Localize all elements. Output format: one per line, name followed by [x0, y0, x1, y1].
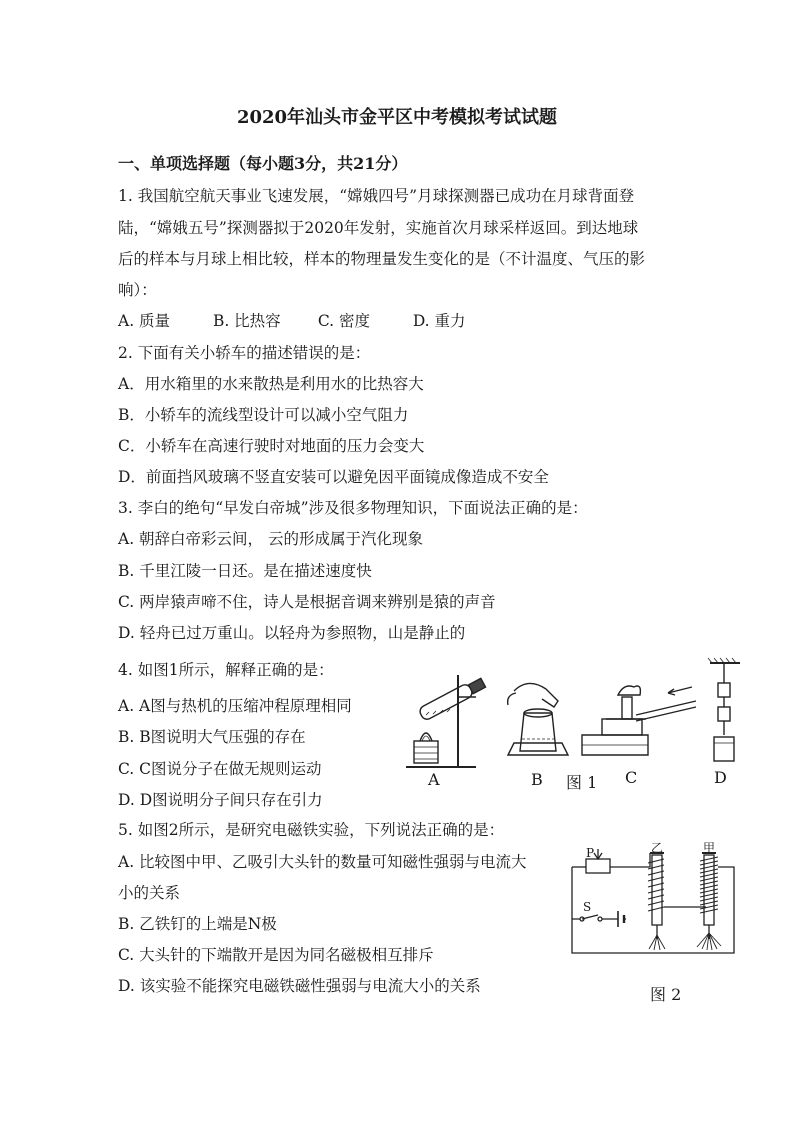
q2-option-d: D．前面挡风玻璃不竖直安装可以避免因平面镜成像造成不安全	[118, 468, 549, 486]
q4-option-d: D. D图说明分子间只存在引力	[118, 791, 323, 809]
q3-option-c: C. 两岸猿声啼不住，诗人是根据音调来辨别是猿的声音	[118, 593, 496, 611]
figure-1	[396, 655, 756, 785]
q5-option-b: B. 乙铁钉的上端是N极	[118, 915, 277, 933]
section-heading: 一、单项选择题（每小题3分，共21分）	[118, 154, 408, 173]
q3-option-d: D. 轻舟已过万重山。以轻舟为参照物，山是静止的	[118, 624, 466, 642]
q3-option-b: B. 千里江陵一日还。是在描述速度快	[118, 562, 372, 580]
q2-option-a: A．用水箱里的水来散热是利用水的比热容大	[118, 375, 424, 393]
q1-option-a: A. 质量	[118, 312, 171, 330]
q1-line-3: 后的样本与月球上相比较，样本的物理量发生变化的是（不计温度、气压的影	[118, 250, 646, 268]
q1-line-4: 响）：	[118, 281, 157, 299]
q5-option-a-line-1: A. 比较图中甲、乙吸引大头针的数量可知磁性强弱与电流大	[118, 853, 527, 871]
figure-2-caption: 图 2	[650, 985, 682, 1004]
q1-option-d: D. 重力	[412, 312, 466, 330]
figure-2-label-yi: 乙	[651, 841, 664, 855]
q2-option-b: B．小轿车的流线型设计可以减小空气阻力	[118, 406, 409, 424]
figure-2-label-jia: 甲	[703, 841, 716, 855]
q1-option-c: C. 密度	[317, 312, 371, 330]
figure-1a-test-tube-heating	[406, 675, 486, 767]
figure-1d-hanging-blocks	[708, 658, 740, 761]
q5-option-c: C. 大头针的下端散开是因为同名磁极相互排斥	[118, 946, 434, 964]
figure-1c-apparatus	[582, 686, 696, 755]
rheostat	[586, 859, 610, 873]
q1-option-b: B. 比热容	[212, 312, 281, 330]
figure-1-label-a: A	[428, 770, 440, 789]
figure-1-label-c: C	[625, 768, 638, 787]
q4-option-c: C. C图说分子在做无规则运动	[118, 760, 322, 778]
figure-1b-hand-beaker	[508, 683, 568, 755]
q1-line-1: 1. 我国航空航天事业飞速发展，“嫦娥四号”月球探测器已成功在月球背面登	[118, 187, 635, 205]
q5-stem: 5. 如图2所示，是研究电磁铁实验，下列说法正确的是：	[118, 821, 505, 839]
q2-option-c: C．小轿车在高速行驶时对地面的压力会变大	[118, 437, 425, 455]
figure-2-label-p: P	[586, 846, 595, 860]
q5-option-d: D. 该实验不能探究电磁铁磁性强弱与电流大小的关系	[118, 977, 481, 995]
figure-1-caption: 图 1	[566, 773, 598, 792]
q1-options	[118, 311, 466, 331]
q4-stem: 4. 如图1所示，解释正确的是：	[118, 661, 334, 679]
q3-stem: 3. 李白的绝句“早发白帝城”涉及很多物理知识，下面说法正确的是：	[118, 499, 588, 517]
q1-line-2: 陆，“嫦娥五号”探测器拟于2020年发射，实施首次月球采样返回。到达地球	[118, 219, 639, 237]
q4-option-a: A. A图与热机的压缩冲程原理相同	[118, 697, 352, 715]
figure-1-label-b: B	[531, 770, 543, 789]
nail-jia	[697, 853, 721, 950]
q5-option-a-line-2: 小的关系	[118, 884, 181, 902]
q3-option-a: A. 朝辞白帝彩云间， 云的形成属于汽化现象	[118, 530, 423, 548]
q4-option-b: B. B图说明大气压强的存在	[118, 728, 306, 746]
page-title: 2020年汕头市金平区中考模拟考试试题	[236, 107, 558, 128]
figure-1-label-d: D	[714, 768, 727, 787]
figure-2-label-s: S	[583, 900, 592, 914]
q2-stem: 2. 下面有关小轿车的描述错误的是：	[118, 344, 371, 362]
